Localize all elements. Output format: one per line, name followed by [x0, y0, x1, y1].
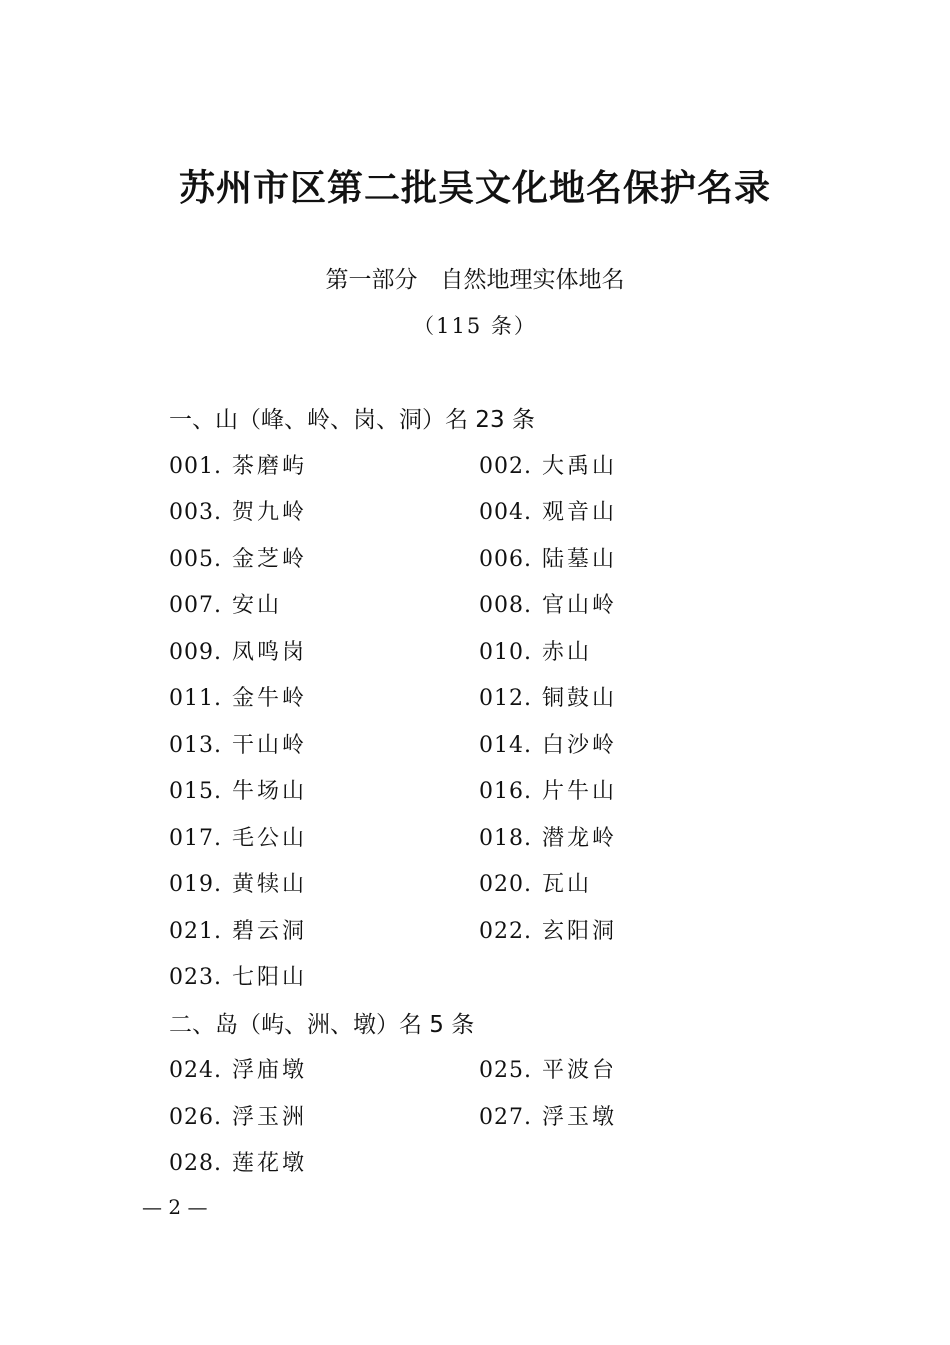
entry-name: 赤山	[542, 639, 593, 665]
entry-name: 官山岭	[542, 593, 618, 618]
list-item	[169, 630, 479, 677]
list-row	[169, 1095, 789, 1142]
entry-name: 碧云洞	[232, 918, 308, 944]
entry-number: 027.	[479, 1104, 532, 1130]
list-item	[479, 583, 789, 630]
entry-name: 铜鼓山	[542, 686, 618, 711]
document-title: 苏州市区第二批吴文化地名保护名录	[178, 167, 771, 209]
list-item	[169, 862, 479, 909]
entry-name: 观音山	[542, 500, 618, 525]
entry-number: 011.	[169, 686, 222, 711]
entry-number: 007.	[169, 593, 222, 618]
entry-number: 005.	[169, 546, 222, 572]
entry-name: 凤鸣岗	[232, 639, 308, 665]
list-item	[479, 769, 789, 816]
entry-number: 003.	[169, 500, 222, 525]
list-item	[479, 1048, 789, 1095]
entry-number: 028.	[169, 1151, 222, 1176]
entry-name: 七阳山	[232, 965, 308, 990]
list-row	[169, 862, 789, 909]
list-item	[169, 1048, 479, 1095]
list-item	[479, 723, 789, 770]
list-item	[169, 444, 479, 491]
entry-number: 014.	[479, 732, 532, 758]
list-item	[169, 1095, 479, 1142]
list-item	[479, 676, 789, 723]
entry-number: 009.	[169, 639, 222, 665]
part-heading: 第一部分 自然地理实体地名	[325, 267, 625, 293]
list-row	[169, 723, 789, 770]
entry-number: 013.	[169, 732, 222, 758]
entry-number: 004.	[479, 500, 532, 525]
entry-name: 平波台	[542, 1058, 618, 1083]
entry-name: 浮庙墩	[232, 1058, 308, 1083]
entry-number: 002.	[479, 453, 532, 479]
list-row	[169, 1141, 789, 1188]
entry-name: 莲花墩	[232, 1151, 308, 1176]
part-count: （115 条）	[413, 314, 537, 338]
entry-number: 017.	[169, 825, 222, 851]
list-row	[169, 583, 789, 630]
list-item	[169, 583, 479, 630]
section-heading-islands: 二、岛（屿、洲、墩）名 5 条	[169, 1011, 475, 1038]
entry-name: 金牛岭	[232, 686, 308, 711]
list-item	[479, 1095, 789, 1142]
list-row	[169, 769, 789, 816]
entry-name: 毛公山	[232, 825, 308, 851]
list-item	[479, 862, 789, 909]
list-row	[169, 816, 789, 863]
entry-name: 金芝岭	[232, 546, 308, 572]
entry-name: 黄犊山	[232, 872, 308, 897]
list-row	[169, 1048, 789, 1095]
list-item	[169, 955, 531, 1002]
list-row	[169, 444, 789, 491]
list-item	[479, 630, 789, 677]
list-item	[169, 1141, 531, 1188]
list-row	[169, 676, 789, 723]
list-row	[169, 537, 789, 584]
name-list	[169, 397, 789, 1188]
entry-name: 浮玉墩	[542, 1104, 618, 1130]
entry-name: 大禹山	[542, 453, 618, 479]
entry-name: 浮玉洲	[232, 1104, 308, 1130]
page-number: — 2 —	[142, 1195, 208, 1219]
entry-number: 016.	[479, 779, 532, 804]
list-item	[169, 769, 479, 816]
entry-name: 玄阳洞	[542, 918, 618, 944]
entry-name: 牛场山	[232, 779, 308, 804]
list-item	[479, 816, 789, 863]
entry-number: 015.	[169, 779, 222, 804]
entry-number: 023.	[169, 965, 222, 990]
list-item	[479, 444, 789, 491]
list-item	[479, 490, 789, 537]
entry-name: 潜龙岭	[542, 825, 618, 851]
entry-number: 006.	[479, 546, 532, 572]
entry-name: 白沙岭	[542, 732, 618, 758]
entry-number: 001.	[169, 453, 222, 479]
entry-name: 茶磨屿	[232, 453, 308, 479]
entry-number: 010.	[479, 639, 532, 665]
entry-number: 022.	[479, 918, 532, 944]
entry-name: 安山	[232, 593, 283, 618]
list-row	[169, 909, 789, 956]
list-item	[169, 537, 479, 584]
section-heading-mountains: 一、山（峰、岭、岗、洞）名 23 条	[169, 407, 535, 433]
entry-number: 018.	[479, 825, 532, 851]
entry-number: 019.	[169, 872, 222, 897]
entry-name: 贺九岭	[232, 500, 308, 525]
entry-name: 陆墓山	[542, 546, 618, 572]
list-item	[169, 909, 479, 956]
entry-number: 024.	[169, 1058, 222, 1083]
entry-number: 021.	[169, 918, 222, 944]
entry-number: 012.	[479, 686, 532, 711]
list-row	[169, 490, 789, 537]
list-item	[169, 723, 479, 770]
entry-number: 020.	[479, 872, 532, 897]
entry-number: 008.	[479, 593, 532, 618]
list-item	[479, 537, 789, 584]
entry-name: 片牛山	[542, 779, 618, 804]
list-item	[169, 490, 479, 537]
list-row	[169, 955, 789, 1002]
entry-name: 干山岭	[232, 732, 308, 758]
entry-number: 025.	[479, 1058, 532, 1083]
list-item	[169, 676, 479, 723]
entry-number: 026.	[169, 1104, 222, 1130]
entry-name: 瓦山	[542, 872, 593, 897]
list-item	[169, 816, 479, 863]
list-item	[479, 909, 789, 956]
list-row	[169, 630, 789, 677]
